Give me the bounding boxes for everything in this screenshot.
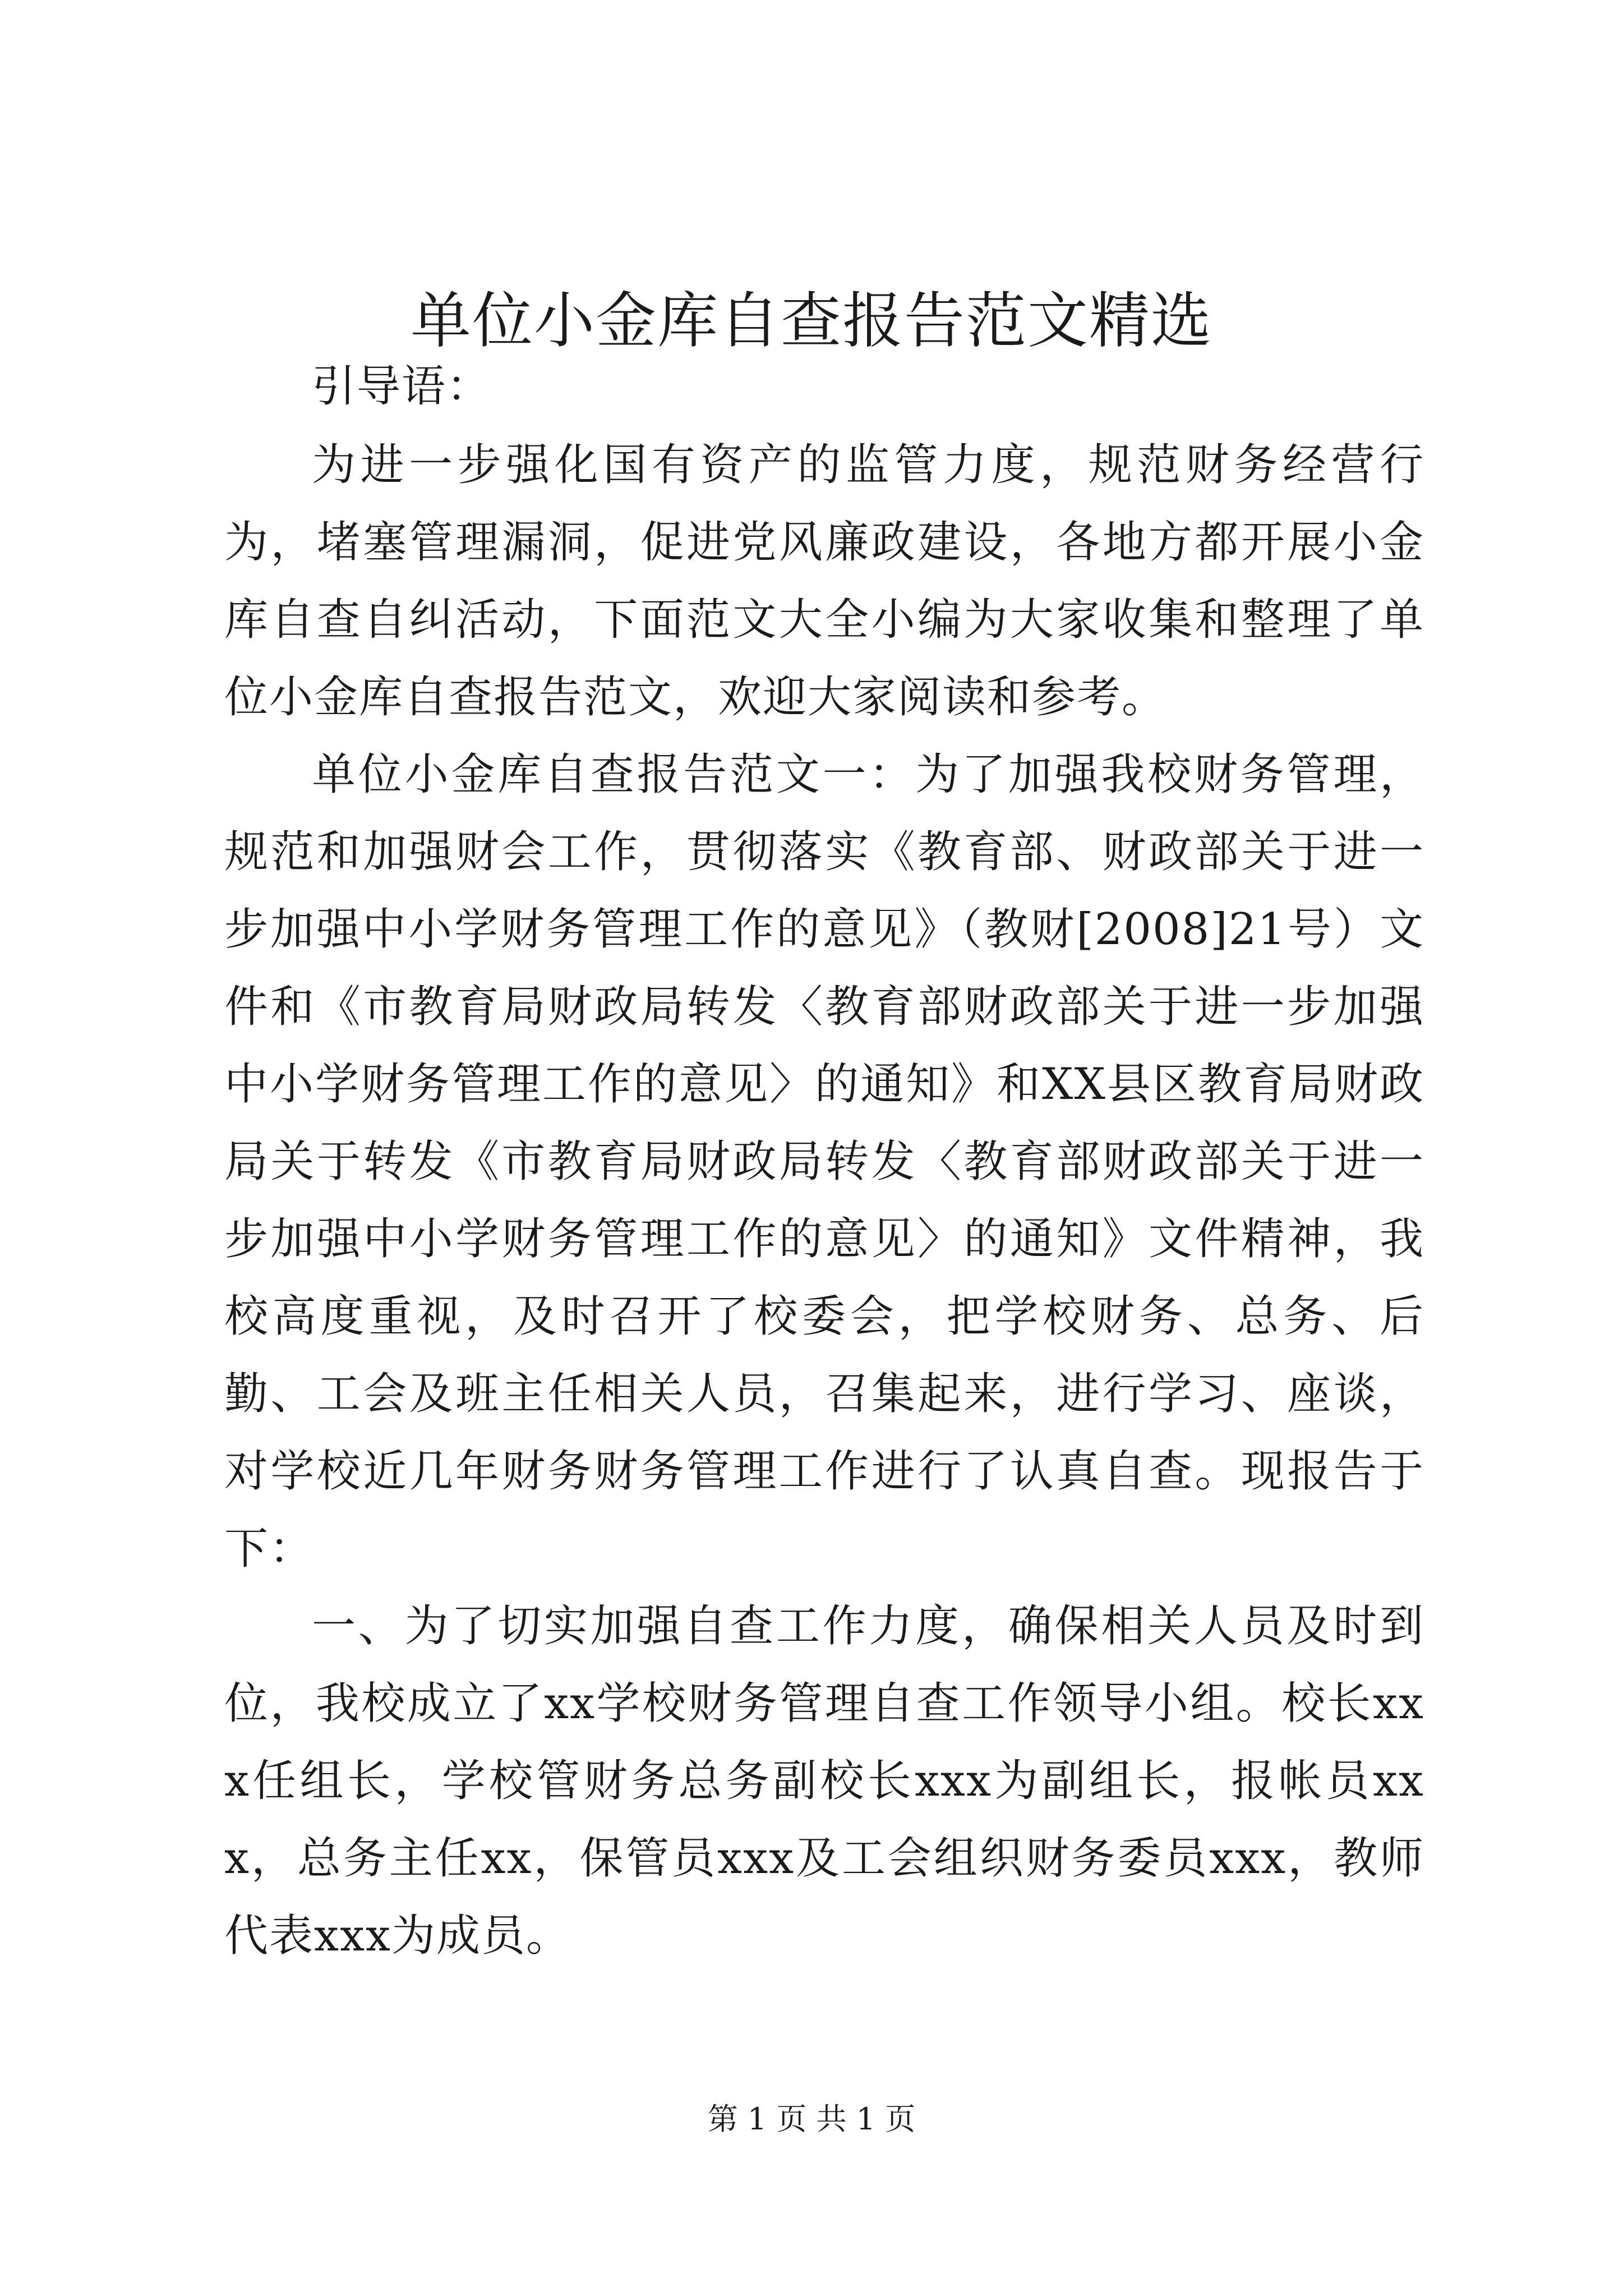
paragraph-intro-text: 为进一步强化国有资产的监管力度，规范财务经营行为，堵塞管理漏洞，促进党风廉政建设，各地方都开展小金库自查自纠活动，下面范文大全小编为大家收集和整理了单位小金库自查报告范文，欢迎大家阅读和参考。 <box>224 440 1424 723</box>
paragraph-intro-label: 引导语： <box>312 361 492 412</box>
paragraph-sample-one: 单位小金库自查报告范文一：为了加强我校财务管理，规范和加强财会工作，贯彻落实《教育部、财政部关于进一步加强中小学财务管理工作的意见》（教财[2008]21号）文件和《市教育局财政局转发〈教育部财政部关于进一步加强中小学财务管理工作的意见〉的通知》和XX县区教育局财政局关于转发《市教育局财政局转发〈教育部财政部关于进一步加强中小学财务管理工作的意见〉的通知》文件精神，我校高度重视，及时召开了校委会，把学校财务、总务、后勤、工会及班主任相关人员，召集起来，进行学习、座谈，对学校近几年财务财务管理工作进行了认真自查。现报告于下： <box>224 749 1424 1574</box>
paragraph-section-one: 一、为了切实加强自查工作力度，确保相关人员及时到位，我校成立了xx学校财务管理自查工作领导小组。校长xxx任组长，学校管财务总务副校长xxx为副组长，报帐员xxx，总务主任xx，保管员xxx及工会组织财务委员xxx，教师代表xxx为成员。 <box>224 1601 1424 1961</box>
document-body <box>224 348 1424 1975</box>
document-title: 单位小金库自查报告范文精选 <box>410 286 1212 356</box>
page-footer: 第 1 页 共 1 页 <box>707 2101 916 2137</box>
